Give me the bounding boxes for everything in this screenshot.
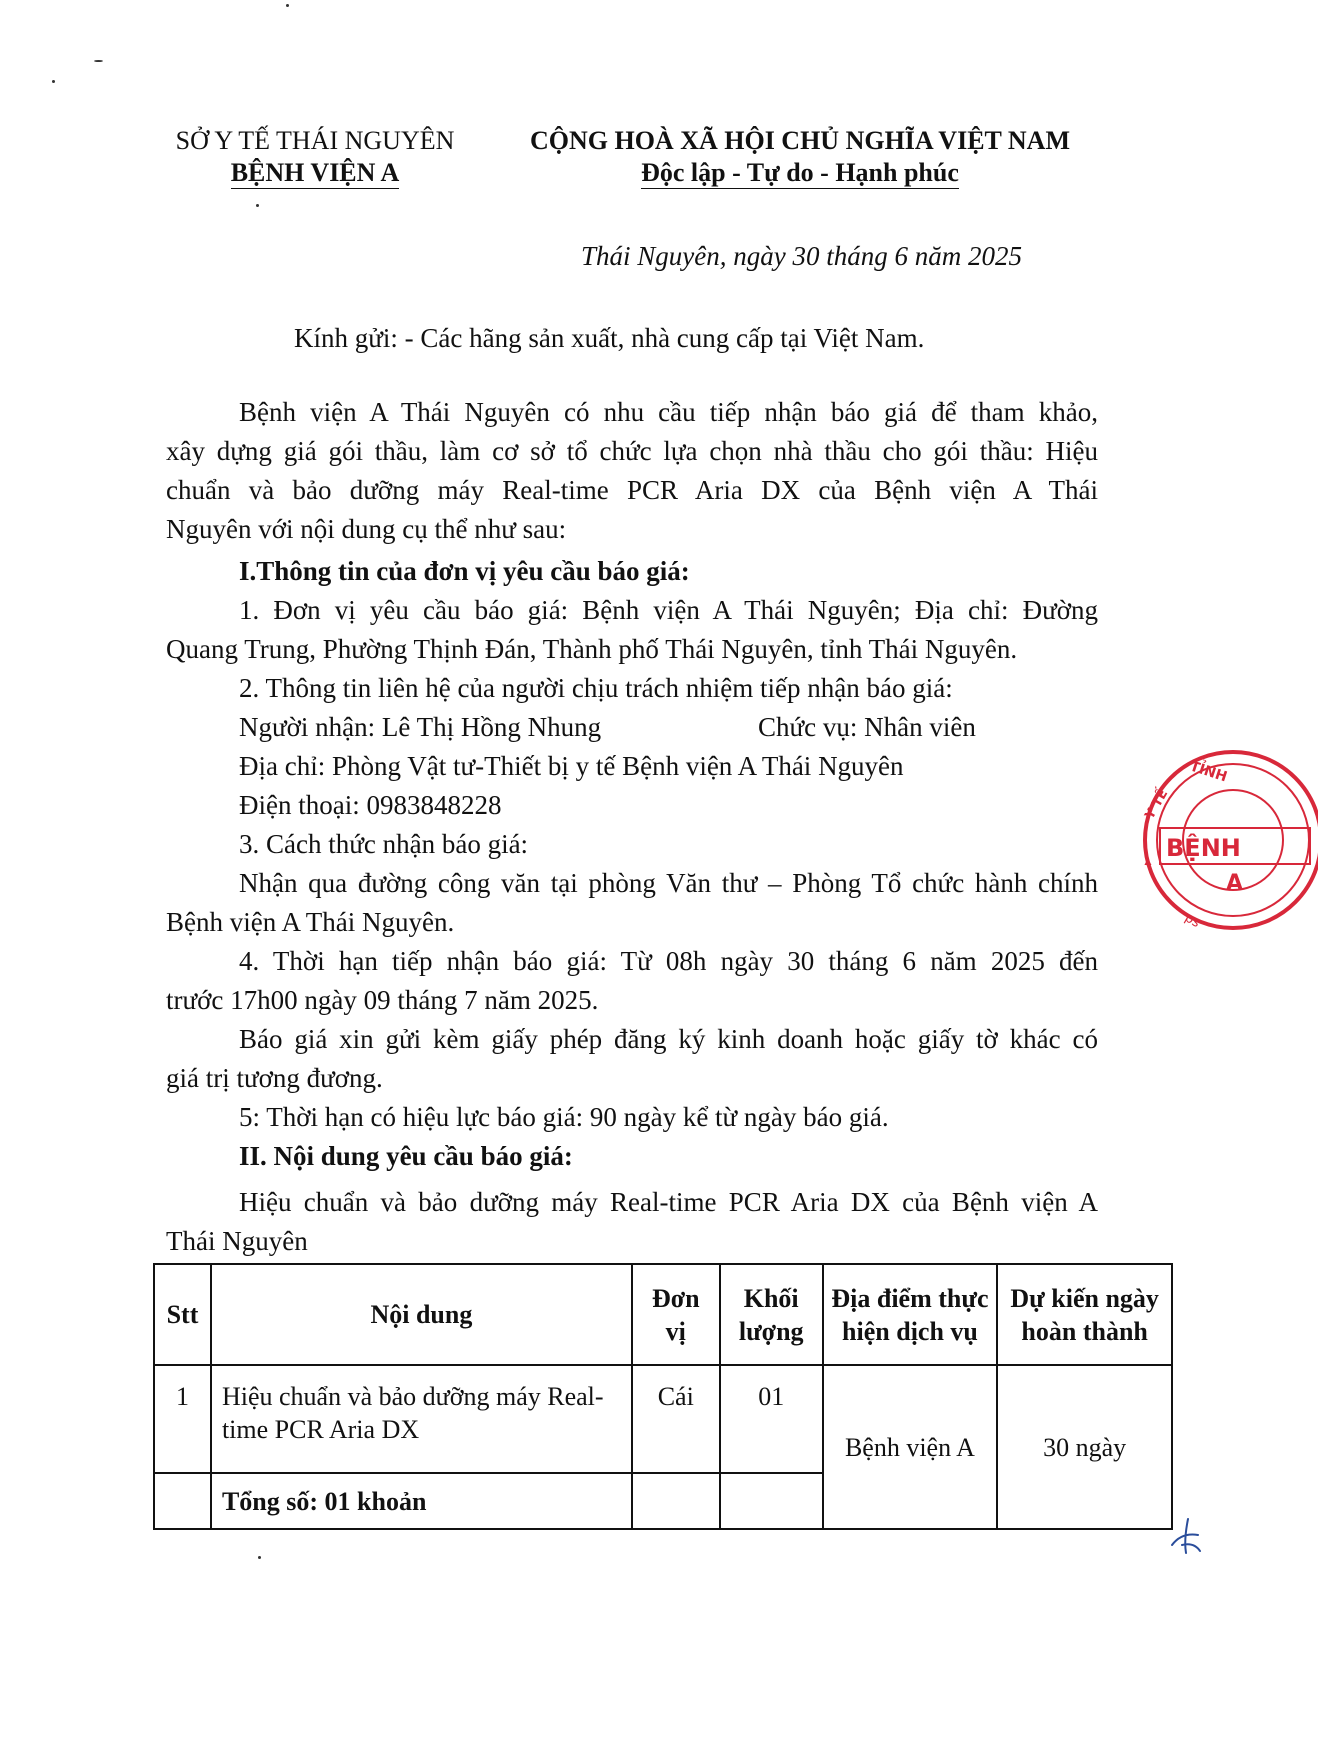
section1-item1-line1: 1. Đơn vị yêu cầu báo giá: Bệnh viện A Thái Nguyên; Địa chỉ: Đường	[239, 595, 1098, 625]
country-name: CỘNG HOÀ XÃ HỘI CHỦ NGHĨA VIỆT NAM	[529, 126, 1071, 155]
section2-heading: II. Nội dung yêu cầu báo giá:	[239, 1141, 573, 1171]
svg-text:TỈNH: TỈNH	[1187, 758, 1230, 786]
section1-item3-line2: Bệnh viện A Thái Nguyên.	[166, 907, 455, 937]
table-row	[154, 1365, 1172, 1473]
row-location: Bệnh viện A	[823, 1365, 998, 1529]
section1-item5: 5: Thời hạn có hiệu lực báo giá: 90 ngày kể từ ngày báo giá.	[239, 1102, 889, 1132]
row-unit: Cái	[632, 1365, 720, 1473]
section1-item1-line2: Quang Trung, Phường Thịnh Đán, Thành phố Thái Nguyên, tỉnh Thái Nguyên.	[166, 634, 1018, 664]
header-content: Nội dung	[211, 1264, 632, 1365]
intro-line-2: xây dựng giá gói thầu, làm cơ sở tổ chức lựa chọn nhà thầu cho gói thầu: Hiệu	[166, 436, 1098, 466]
quote-table	[153, 1263, 1173, 1530]
scan-speck	[52, 80, 55, 83]
svg-text:ps: ps	[1182, 910, 1203, 931]
initial-signature	[1168, 1515, 1208, 1555]
motto: Độc lập - Tự do - Hạnh phúc	[641, 158, 959, 187]
scan-speck	[94, 60, 103, 62]
attachment-line1: Báo giá xin gửi kèm giấy phép đăng ký kinh doanh hoặc giấy tờ khác có	[239, 1024, 1098, 1054]
intro-line-1: Bệnh viện A Thái Nguyên có nhu cầu tiếp nhận báo giá để tham khảo,	[239, 397, 1098, 427]
attachment-line2: giá trị tương đương.	[166, 1063, 383, 1093]
receiver-address: Địa chỉ: Phòng Vật tư-Thiết bị y tế Bệnh viện A Thái Nguyên	[239, 751, 904, 781]
total-unit-cell	[632, 1473, 720, 1529]
intro-line-3: chuẩn và bảo dưỡng máy Real-time PCR Aria DX của Bệnh viện A Thái	[166, 475, 1098, 505]
agency-name: SỞ Y TẾ THÁI NGUYÊN	[175, 126, 455, 155]
section1-item4-line1: 4. Thời hạn tiếp nhận báo giá: Từ 08h ngày 30 tháng 6 năm 2025 đến	[239, 946, 1098, 976]
section1-item4-line2: trước 17h00 ngày 09 tháng 7 năm 2025.	[166, 985, 599, 1015]
header-location: Địa điểm thực hiện dịch vụ	[823, 1264, 998, 1365]
section1-heading: I.Thông tin của đơn vị yêu cầu báo giá:	[239, 556, 690, 586]
header-stt: Stt	[154, 1264, 211, 1365]
header-completion: Dự kiến ngày hoàn thành	[997, 1264, 1172, 1365]
stamp-graphic	[1128, 740, 1318, 950]
row-completion: 30 ngày	[997, 1365, 1172, 1529]
total-quantity-cell	[720, 1473, 823, 1529]
total-label: Tổng số: 01 khoản	[211, 1473, 632, 1529]
receiver-name: Người nhận: Lê Thị Hồng Nhung	[239, 712, 602, 742]
scan-speck	[258, 1556, 261, 1559]
receiver-position: Chức vụ: Nhân viên	[758, 712, 976, 742]
hospital-name: BỆNH VIỆN A	[230, 158, 400, 187]
section1-item2: 2. Thông tin liên hệ của người chịu trách nhiệm tiếp nhận báo giá:	[239, 673, 953, 703]
date-line: Thái Nguyên, ngày 30 tháng 6 năm 2025	[581, 241, 1022, 271]
scan-speck	[286, 4, 289, 7]
total-stt-cell	[154, 1473, 211, 1529]
hospital-name-block	[165, 156, 465, 190]
section1-item3-line1: Nhận qua đường công văn tại phòng Văn thư – Phòng Tổ chức hành chính	[239, 868, 1098, 898]
scan-speck	[256, 204, 259, 207]
section2-desc-line2: Thái Nguyên	[166, 1226, 308, 1256]
receiver-phone: Điện thoại: 0983848228	[239, 790, 502, 820]
header-quantity: Khối lượng	[720, 1264, 823, 1365]
official-stamp	[1128, 740, 1244, 950]
svg-text:Y TẾ: Y TẾ	[1142, 787, 1172, 822]
section1-item3: 3. Cách thức nhận báo giá:	[239, 829, 529, 859]
motto-block	[520, 156, 1080, 190]
svg-text:BỆNH: BỆNH	[1166, 834, 1241, 862]
table-header-row	[154, 1264, 1172, 1365]
svg-text:A: A	[1226, 871, 1244, 896]
recipient-line: Kính gửi: - Các hãng sản xuất, nhà cung cấp tại Việt Nam.	[294, 323, 925, 353]
section2-desc-line1: Hiệu chuẩn và bảo dưỡng máy Real-time PCR Aria DX của Bệnh viện A	[239, 1187, 1098, 1217]
row-quantity: 01	[720, 1365, 823, 1473]
row-content: Hiệu chuẩn và bảo dưỡng máy Real-time PCR Aria DX	[211, 1365, 632, 1473]
row-stt: 1	[154, 1365, 211, 1473]
intro-line-4: Nguyên với nội dung cụ thể như sau:	[166, 514, 567, 544]
header-unit: Đơn vị	[632, 1264, 720, 1365]
svg-text:▲: ▲	[1142, 854, 1154, 868]
